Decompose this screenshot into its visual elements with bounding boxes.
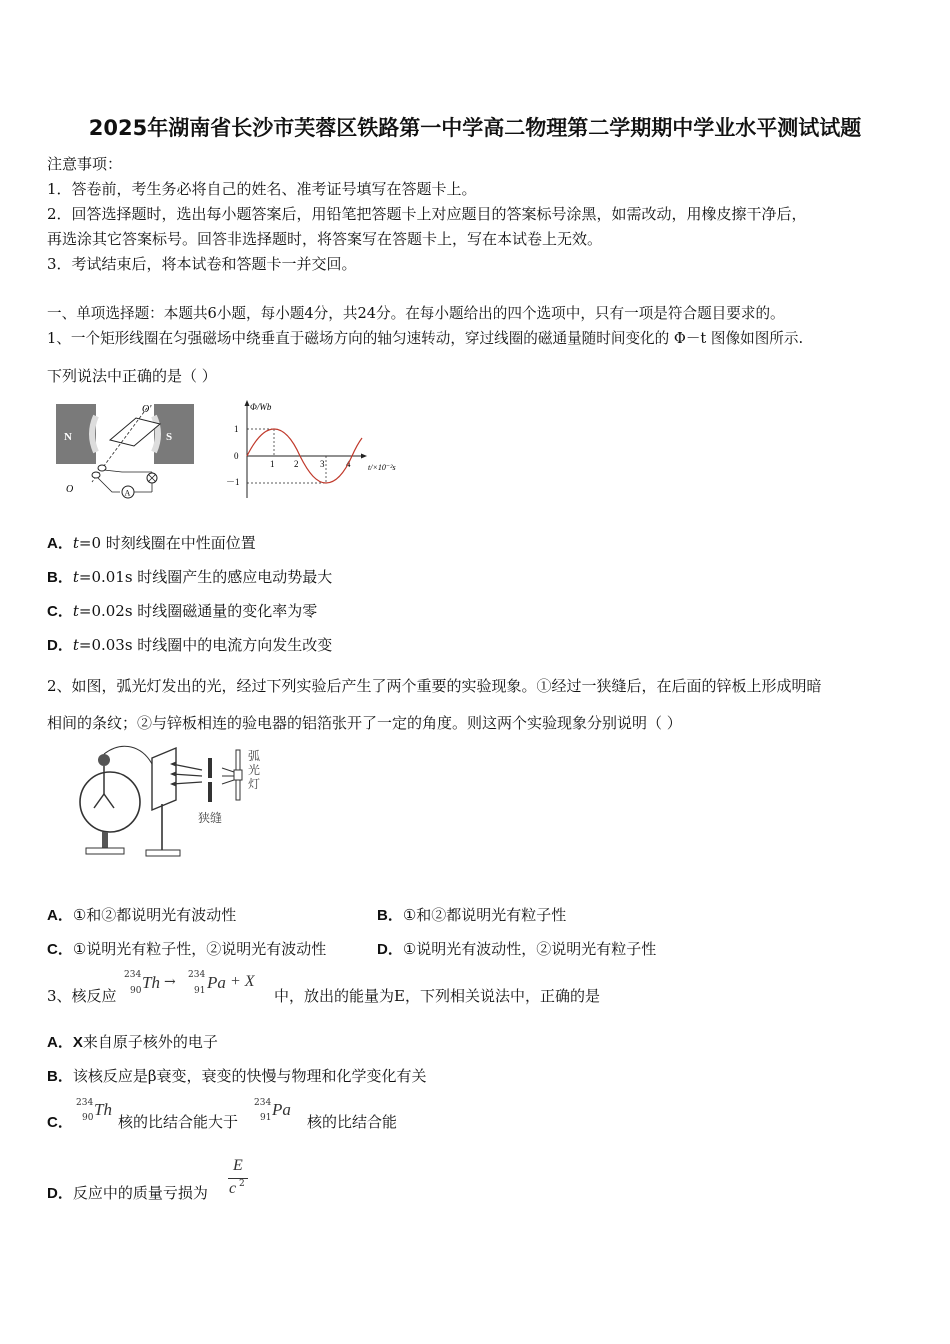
lamp-label-3: 灯: [248, 777, 261, 791]
q1-option-b[interactable]: B．t=0.01s 时线圈产生的感应电动势最大: [47, 568, 333, 586]
ammeter-label: A: [124, 488, 131, 498]
th-mass-number: 234: [124, 970, 142, 980]
q1-generator-figure: [52, 400, 202, 500]
q1-option-a[interactable]: A．t=0 时刻线圈在中性面位置: [47, 534, 256, 552]
magnet-n-label: N: [64, 431, 72, 443]
q3-option-b[interactable]: B．该核反应是β衰变，衰变的快慢与物理和化学变化有关: [47, 1067, 427, 1085]
q3-stem-suffix: 中，放出的能量为E，下列相关说法中，正确的是: [274, 987, 600, 1005]
option-letter: A．: [47, 907, 73, 924]
ytick-neg: －1: [226, 477, 240, 487]
option-letter: D．: [377, 941, 403, 958]
q3-stem-prefix: 3、核反应: [47, 987, 117, 1005]
axis-bottom-label: O: [66, 484, 74, 495]
q1-stem-line-2: 下列说法中正确的是（ ）: [47, 367, 217, 385]
magnet-s-label: S: [166, 431, 173, 443]
q2-experiment-figure: [72, 742, 292, 867]
option-letter: D．: [47, 1185, 73, 1202]
pa-symbol: Pa: [207, 973, 226, 992]
q3-option-c-mid: 核的比结合能大于: [118, 1113, 239, 1131]
option-letter: B．: [47, 569, 73, 586]
lamp-label-2: 光: [248, 763, 261, 777]
notice-line-4: 3．考试结束后，将本试卷和答题卡一并交回。: [47, 255, 357, 273]
coil: [110, 418, 160, 446]
reaction-arrow: →: [164, 974, 176, 990]
option-letter: C．: [47, 603, 73, 620]
xtick-1: 1: [270, 459, 275, 469]
xtick-4: 4: [346, 459, 351, 469]
option-letter: B．: [47, 1068, 73, 1085]
option-letter: C．: [47, 1114, 73, 1131]
pa-mass-number: 234: [188, 970, 206, 980]
fraction-bar: [228, 1178, 248, 1179]
th-symbol: Th: [142, 973, 160, 992]
q1-option-c[interactable]: C．t=0.02s 时线圈磁通量的变化率为零: [47, 602, 318, 620]
notice-line-3: 再选涂其它答案标号。回答非选择题时，将答案写在答题卡上，写在本试卷上无效。: [47, 230, 603, 248]
option-letter: C．: [47, 941, 73, 958]
q3-option-a[interactable]: A．X来自原子核外的电子: [47, 1033, 218, 1051]
lamp-label-1: 弧: [248, 749, 261, 763]
q2-option-d[interactable]: D．①说明光有波动性，②说明光有粒子性: [377, 940, 657, 958]
q1-stem-line-1: 1、一个矩形线圈在匀强磁场中绕垂直于磁场方向的轴匀速转动，穿过线圈的磁通量随时间变化的 Φ－t 图像如图所示.: [47, 330, 804, 347]
zinc-plate: [152, 748, 176, 810]
q2-stem-line-2: 相间的条纹；②与锌板相连的验电器的铝箔张开了一定的角度。则这两个实验现象分别说明（ ）: [47, 714, 682, 732]
fraction-numerator: E: [233, 1157, 243, 1174]
pa-nuclide-c: 234 91 Pa: [254, 1098, 291, 1123]
plus-x: + X: [230, 973, 255, 990]
q2-stem-line-1: 2、如图，弧光灯发出的光，经过下列实验后产生了两个重要的实验现象。①经过一狭缝后，在后面的锌板上形成明暗: [47, 677, 822, 695]
section-heading: 一、单项选择题：本题共6小题，每小题4分，共24分。在每小题给出的四个选项中，只有一项是符合题目要求的。: [47, 305, 785, 322]
nuclear-equation: [122, 970, 272, 1000]
axis-top-label: O': [142, 404, 152, 415]
option-letter: A．: [47, 1034, 73, 1051]
xtick-2: 2: [294, 459, 299, 469]
fraction-denominator: c: [229, 1180, 237, 1197]
notice-line-2: 2．回答选择题时，选出每小题答案后，用铅笔把答题卡上对应题目的答案标号涂黑，如需改动，用橡皮擦干净后，: [47, 205, 807, 223]
q1-flux-graph: [222, 398, 412, 503]
option-letter: A．: [47, 535, 73, 552]
mass-defect-fraction: [226, 1157, 256, 1203]
ytick-pos: 1: [234, 424, 239, 434]
slit-label: 狭缝: [198, 811, 223, 825]
slit-lower: [208, 782, 212, 802]
th-atomic-number: 90: [130, 986, 142, 996]
q2-option-a[interactable]: A．①和②都说明光有波动性: [47, 906, 237, 924]
xtick-3: 3: [320, 459, 325, 469]
fraction-exponent: 2: [239, 1179, 245, 1189]
q3-option-c[interactable]: [47, 1111, 73, 1132]
q1-option-d[interactable]: D．t=0.03s 时线圈中的电流方向发生改变: [47, 636, 333, 654]
graph-ylabel: Φ/Wb: [250, 402, 272, 412]
q2-option-b[interactable]: B．①和②都说明光有粒子性: [377, 906, 567, 924]
q3-option-d[interactable]: D．反应中的质量亏损为: [47, 1184, 208, 1202]
notice-heading: 注意事项：: [47, 155, 123, 173]
graph-xlabel: t/×10⁻²s: [368, 463, 396, 472]
notice-line-1: 1．答卷前，考生务必将自己的姓名、准考证号填写在答题卡上。: [47, 180, 477, 198]
page-title: 2025年湖南省长沙市芙蓉区铁路第一中学高二物理第二学期期中学业水平测试试题: [88, 116, 862, 140]
option-letter: D．: [47, 637, 73, 654]
option-letter: B．: [377, 907, 403, 924]
slit-upper: [208, 758, 212, 778]
th-nuclide-c: 234 90 Th: [76, 1098, 112, 1123]
pa-atomic-number: 91: [194, 986, 206, 996]
ytick-zero: 0: [234, 451, 239, 461]
q2-option-c[interactable]: C．①说明光有粒子性，②说明光有波动性: [47, 940, 327, 958]
q3-option-c-end: 核的比结合能: [307, 1113, 398, 1131]
